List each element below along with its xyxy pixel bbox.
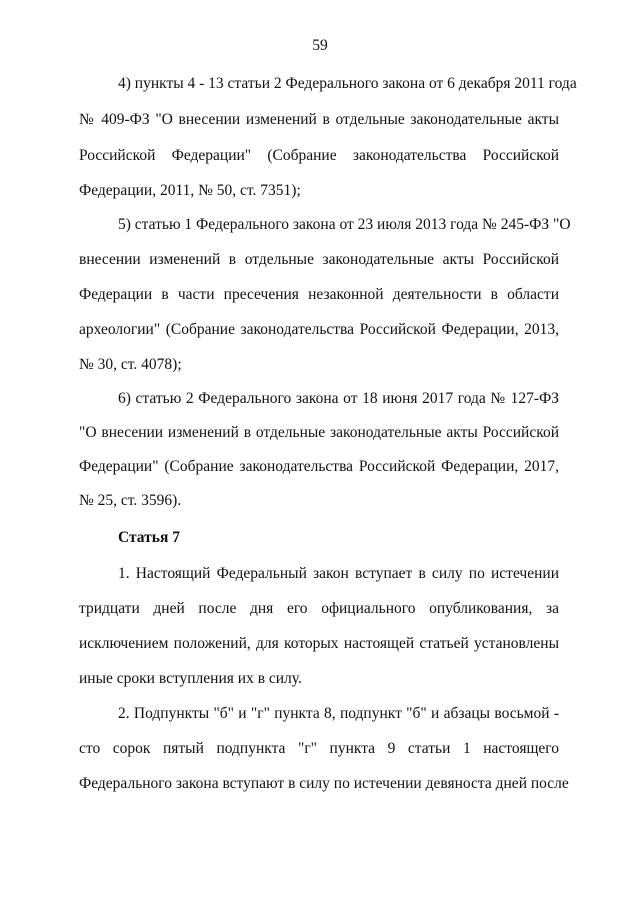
text-line: археологии" (Собрание законодательства Российской Федерации, 2013, xyxy=(79,321,559,338)
text-line: внесении изменений в отдельные законодательные акты Российской xyxy=(79,251,559,268)
text-line: сто сорок пятый подпункта "г" пункта 9 статьи 1 настоящего xyxy=(79,740,559,757)
article-heading: Статья 7 xyxy=(118,529,180,546)
text-line: 4) пункты 4 - 13 статьи 2 Федерального закона от 6 декабря 2011 года xyxy=(118,75,577,92)
text-line: № 409-ФЗ "О внесении изменений в отдельные законодательные акты xyxy=(79,111,559,128)
text-line: № 25, ст. 3596). xyxy=(79,492,182,509)
text-line: 1. Настоящий Федеральный закон вступает в силу по истечении xyxy=(118,565,559,582)
text-line: исключением положений, для которых настоящей статьей установлены xyxy=(79,635,559,652)
text-line: Федерации" (Собрание законодательства Российской Федерации, 2017, xyxy=(79,458,559,475)
text-line: Федерального закона вступают в силу по истечении девяноста дней после xyxy=(79,775,569,792)
text-line: 6) статью 2 Федерального закона от 18 июня 2017 года № 127-ФЗ xyxy=(118,390,559,407)
text-line: Российской Федерации" (Собрание законодательства Российской xyxy=(79,147,559,164)
text-line: № 30, ст. 4078); xyxy=(79,356,182,373)
text-line: Федерации в части пресечения незаконной деятельности в области xyxy=(79,286,559,303)
text-line: тридцати дней после дня его официального опубликования, за xyxy=(79,600,559,617)
text-line: 2. Подпункты "б" и "г" пункта 8, подпункт "б" и абзацы восьмой - xyxy=(118,705,559,722)
text-line: Федерации, 2011, № 50, ст. 7351); xyxy=(79,182,301,199)
page-number: 59 xyxy=(312,37,328,54)
text-line: "О внесении изменений в отдельные законодательные акты Российской xyxy=(79,424,559,441)
text-line: иные сроки вступления их в силу. xyxy=(79,670,302,687)
text-line: 5) статью 1 Федерального закона от 23 июля 2013 года № 245-ФЗ "О xyxy=(118,216,571,233)
